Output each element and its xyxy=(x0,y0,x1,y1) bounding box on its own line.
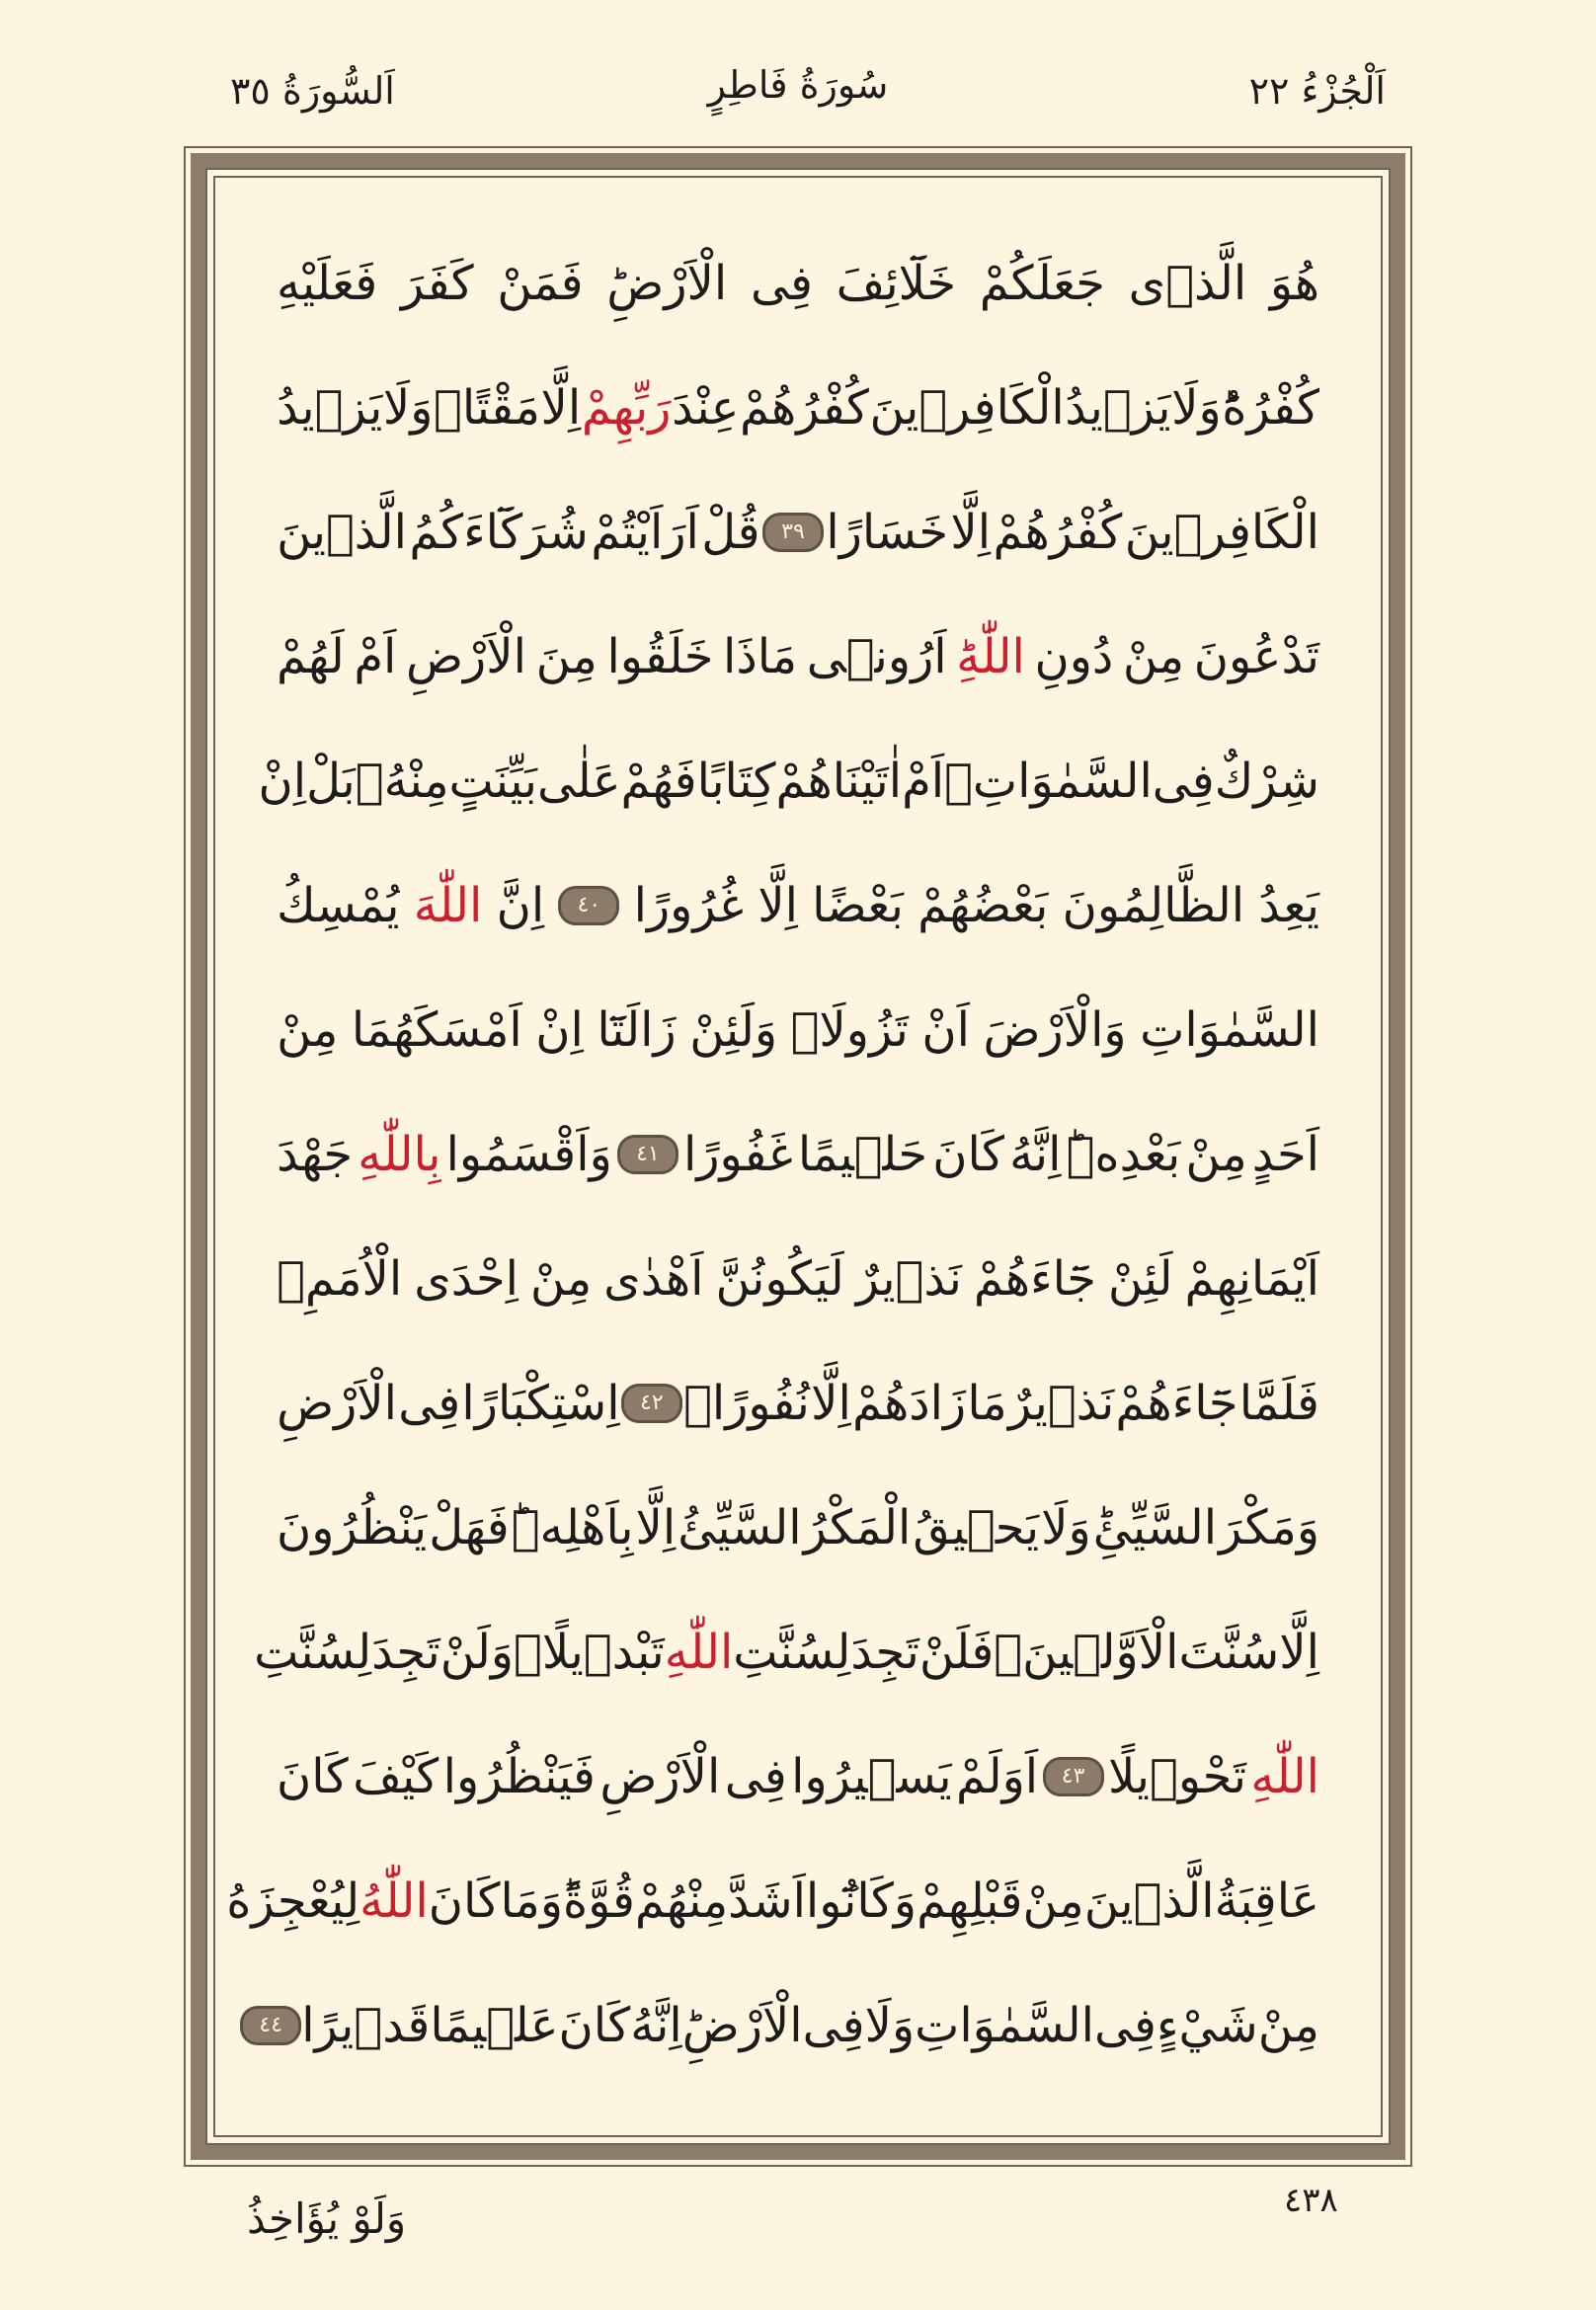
word: فَهَلْ xyxy=(429,1500,510,1555)
word: وَلَا xyxy=(1171,380,1222,436)
word: قُلْ xyxy=(701,505,760,560)
word: فَيَنْظُرُوا xyxy=(442,1749,596,1804)
word: فِى xyxy=(802,1998,865,2053)
word: قُوَّةًؕ xyxy=(563,1873,635,1929)
word: اِنْ xyxy=(258,754,307,809)
word: تَبْدٖيلًاۚ xyxy=(514,1625,665,1680)
word: الْاَرْضِ xyxy=(406,629,526,684)
word: بَلْ xyxy=(306,754,356,809)
word: وَلَا xyxy=(1041,1500,1091,1555)
word: تَدْعُونَ xyxy=(1193,629,1319,684)
word: عِنْدَ xyxy=(672,380,740,436)
ayah-number-marker: ٤٠ xyxy=(558,886,619,925)
word: فِى xyxy=(1152,754,1215,809)
word: اَمْ xyxy=(354,629,397,684)
divine-name: اللّٰهِؕ xyxy=(956,629,1025,684)
word: مِنْ xyxy=(277,1002,339,1058)
word: سُنَّتَ xyxy=(1178,1625,1280,1680)
word: الْاَرْضِ xyxy=(599,1749,721,1804)
text-line xyxy=(226,1839,1319,1963)
word: غَفُورًا xyxy=(683,1127,793,1182)
word: لَئِنْ xyxy=(1107,1251,1173,1307)
word: زَادَهُمْ xyxy=(852,1376,967,1431)
text-line xyxy=(277,968,1319,1092)
ayah-number-marker: ٤٤ xyxy=(240,2006,301,2045)
word: عَلٰى xyxy=(537,754,621,809)
frame-border-band xyxy=(191,153,1405,2160)
text-line xyxy=(277,346,1319,470)
word: اَرَاَيْتُمْ xyxy=(591,505,699,560)
word: وَلَا xyxy=(864,1998,916,2053)
text-line xyxy=(277,1092,1319,1217)
word: لِسُنَّتِ xyxy=(733,1625,851,1680)
word: مِنْ xyxy=(1022,1873,1084,1929)
divine-name: اللّٰهِ xyxy=(664,1625,734,1680)
word: دُونِ xyxy=(1034,629,1114,684)
word: يَسٖيرُوا xyxy=(791,1749,952,1804)
word: لِسُنَّتِ xyxy=(254,1625,372,1680)
word: جَهْدَ xyxy=(277,1127,354,1182)
word: فَمَنْ xyxy=(497,256,584,311)
word: وَمَا xyxy=(500,1873,563,1929)
divine-name: اللّٰهَ xyxy=(413,878,483,933)
word: فَلَمَّا xyxy=(1238,1376,1319,1431)
word: خَلَٓائِفَ xyxy=(836,256,956,311)
word: شُرَكَٓاءَكُمُ xyxy=(409,505,589,560)
word: اِلَّا xyxy=(811,1376,851,1431)
divine-name: بِاللّٰهِ xyxy=(358,1127,441,1182)
word: اِلَّا xyxy=(635,1500,677,1555)
word: السَّمٰوَاتِۚ xyxy=(944,754,1153,809)
word: نَذٖيرٌ xyxy=(855,1251,962,1307)
word: السَّمٰوَاتِ xyxy=(1140,1002,1319,1058)
word: الْاَرْضِ xyxy=(277,1376,397,1431)
word: يَنْظُرُونَ xyxy=(277,1500,428,1555)
word: فَلَنْ xyxy=(918,1625,995,1680)
word: كَانَ xyxy=(558,1998,631,2053)
word: كَانَ xyxy=(277,1749,349,1804)
word: خَسَارًا xyxy=(826,505,948,560)
word: الَّذٖى xyxy=(1128,256,1247,311)
text-line xyxy=(277,843,1319,968)
word: كَانَ xyxy=(428,1873,501,1929)
word: كُفْرُهُمْ xyxy=(739,380,869,436)
word: اِلَّا xyxy=(950,505,992,560)
word: اَهْدٰى xyxy=(603,1251,704,1307)
surah-title: سُورَةُ فَاطِرٍ xyxy=(707,63,889,107)
word: مِنْ xyxy=(529,1251,593,1307)
word: زَالَتَٓا xyxy=(597,1002,677,1058)
word: كُفْرُهُؕ xyxy=(1222,380,1319,436)
text-line xyxy=(258,719,1319,843)
text-line xyxy=(277,1217,1319,1341)
word: وَالْاَرْضَ xyxy=(983,1002,1127,1058)
ayah-number-marker: ٤٢ xyxy=(621,1384,682,1423)
word: اَنْ xyxy=(921,1002,970,1058)
word: السَّيِّئُ xyxy=(678,1500,802,1555)
quran-text-block xyxy=(226,221,1319,2088)
word: اَمْ xyxy=(902,754,945,809)
catchword: وَلَوْ يُؤَاخِذُ xyxy=(247,2194,407,2243)
word: نُفُورًاۙ xyxy=(683,1376,810,1431)
word: اِلَّا xyxy=(758,878,798,933)
word: جَعَلَكُمْ xyxy=(979,256,1105,311)
word: مِنَ xyxy=(535,629,598,684)
word: وَلَنْ xyxy=(439,1625,515,1680)
word: يُمْسِكُ xyxy=(277,878,400,933)
word: فِى xyxy=(398,1376,461,1431)
text-line xyxy=(259,1963,1319,2088)
word: اِنَّ xyxy=(496,878,545,933)
word: الْاَرْضِؕ xyxy=(681,1998,803,2053)
word: كَانَ xyxy=(932,1127,1004,1182)
ayah-number-marker: ٣٩ xyxy=(762,513,824,552)
word: اِحْدَى xyxy=(414,1251,519,1307)
word: اَيْمَانِهِمْ xyxy=(1184,1251,1319,1307)
word: كُفْرُهُمْ xyxy=(993,505,1123,560)
word: اِنَّهُ xyxy=(630,1998,682,2053)
word: مَاذَا xyxy=(723,629,798,684)
word: اَحَدٍ xyxy=(1251,1127,1319,1182)
word: هُوَ xyxy=(1269,256,1319,311)
page-number: ٤٣٨ xyxy=(1284,2181,1338,2220)
word: الظَّالِمُونَ xyxy=(1062,878,1245,933)
word: مِنْ xyxy=(1257,1998,1319,2053)
word: الْاَوَّلٖينَۚ xyxy=(994,1625,1179,1680)
divine-name: اللّٰهُ xyxy=(359,1873,429,1929)
word: اِلَّا xyxy=(540,380,582,436)
word: قَدٖيرًا xyxy=(301,1998,431,2053)
word: بَعْدِهٖؕ xyxy=(1066,1127,1181,1182)
page-frame xyxy=(184,146,1412,2167)
word: تَجِدَ xyxy=(850,1625,919,1680)
word: اَمْسَكَهُمَا xyxy=(351,1002,522,1058)
word: قَبْلِهِمْ xyxy=(917,1873,1023,1929)
word: بَعْضًا xyxy=(812,878,904,933)
word: وَكَانُٓوا xyxy=(805,1873,918,1929)
ayah-number-marker: ٤٣ xyxy=(1043,1757,1104,1796)
word: شَيْءٍ xyxy=(1156,1998,1258,2053)
word: كِتَابًا xyxy=(696,754,776,809)
word: حَلٖيمًا xyxy=(797,1127,928,1182)
text-line xyxy=(277,1341,1319,1466)
word: كَفَرَ xyxy=(400,256,474,311)
word: اِسْتِكْبَارًا xyxy=(461,1376,620,1431)
word: الْاُمَمِۚ xyxy=(277,1251,403,1307)
word: مَقْتًاۚ xyxy=(434,380,540,436)
word: فِى xyxy=(724,1749,787,1804)
text-line xyxy=(277,1714,1319,1839)
surah-number-label: اَلسُّورَةُ ٣٥ xyxy=(230,69,395,113)
word: اِنْ xyxy=(535,1002,584,1058)
word: فَعَلَيْهِ xyxy=(277,256,378,311)
word: الْاَرْضِؕ xyxy=(606,256,728,311)
divine-name: اللّٰهِ xyxy=(1250,1749,1319,1804)
text-line xyxy=(277,221,1319,346)
word: الْكَافِرٖينَ xyxy=(869,380,1065,436)
word: اِنَّهُ xyxy=(1009,1127,1062,1182)
word: يَعِدُ xyxy=(1258,878,1319,933)
word: تَحْوٖيلًا xyxy=(1108,1749,1246,1804)
text-panel xyxy=(213,176,1383,2137)
word: مِنْ xyxy=(1185,1127,1247,1182)
word: فِى xyxy=(750,256,813,311)
word: شِرْكٌ xyxy=(1214,754,1319,809)
divine-name: رَبِّهِمْ xyxy=(581,380,672,436)
word: لِيُعْجِزَهُ xyxy=(226,1873,360,1929)
word: السَّمٰوَاتِ xyxy=(915,1998,1094,2053)
word: مِنْهُمْ xyxy=(634,1873,729,1929)
text-line xyxy=(277,470,1319,595)
word: اِلَّا xyxy=(1279,1625,1319,1680)
word: بَيِّنَتٍ xyxy=(448,754,537,809)
word: جَٓاءَهُمْ xyxy=(1115,1376,1238,1431)
word: فِى xyxy=(1094,1998,1157,2053)
word: بِاَهْلِهٖؕ xyxy=(511,1500,634,1555)
word: لَيَكُونُنَّ xyxy=(715,1251,844,1307)
text-line xyxy=(277,595,1319,719)
word: وَمَكْرَ xyxy=(1219,1500,1319,1555)
word: اَشَدَّ xyxy=(728,1873,806,1929)
word: وَلَئِنْ xyxy=(689,1002,778,1058)
ayah-number-marker: ٤١ xyxy=(617,1135,678,1174)
word: لَهُمْ xyxy=(277,629,345,684)
word: يَزٖيدُ xyxy=(277,380,383,436)
word: مَا xyxy=(967,1376,1007,1431)
text-line xyxy=(277,1466,1319,1590)
text-line xyxy=(254,1590,1319,1714)
word: كَيْفَ xyxy=(353,1749,439,1804)
word: نَذٖيرٌ xyxy=(1007,1376,1115,1431)
word: الَّذٖينَ xyxy=(277,505,407,560)
word: عَاقِبَةُ xyxy=(1214,1873,1319,1929)
word: اٰتَيْنَاهُمْ xyxy=(775,754,903,809)
word: مِنْهُۚ xyxy=(355,754,449,809)
juz-label: اَلْجُزْءُ ٢٢ xyxy=(1248,69,1386,113)
word: الْكَافِرٖينَ xyxy=(1124,505,1319,560)
word: الَّذٖينَ xyxy=(1083,1873,1215,1929)
word: غُرُورًا xyxy=(633,878,744,933)
word: اَوَلَمْ xyxy=(956,1749,1039,1804)
word: فَهُمْ xyxy=(620,754,697,809)
word: تَجِدَ xyxy=(371,1625,440,1680)
word: تَزُولَاۚ xyxy=(790,1002,909,1058)
word: يَحٖيقُ xyxy=(913,1500,1040,1555)
word: جَٓاءَهُمْ xyxy=(973,1251,1096,1307)
word: الْمَكْرُ xyxy=(803,1500,912,1555)
word: وَلَا xyxy=(382,380,434,436)
word: خَلَقُوا xyxy=(606,629,714,684)
word: مِنْ xyxy=(1122,629,1185,684)
word: السَّيِّئِؕ xyxy=(1092,1500,1218,1555)
word: عَلٖيمًا xyxy=(430,1998,559,2053)
word: يَزٖيدُ xyxy=(1065,380,1171,436)
word: بَعْضُهُمْ xyxy=(918,878,1049,933)
word: اَرُونٖى xyxy=(806,629,947,684)
page-header xyxy=(186,57,1410,136)
word: وَاَقْسَمُوا xyxy=(445,1127,612,1182)
